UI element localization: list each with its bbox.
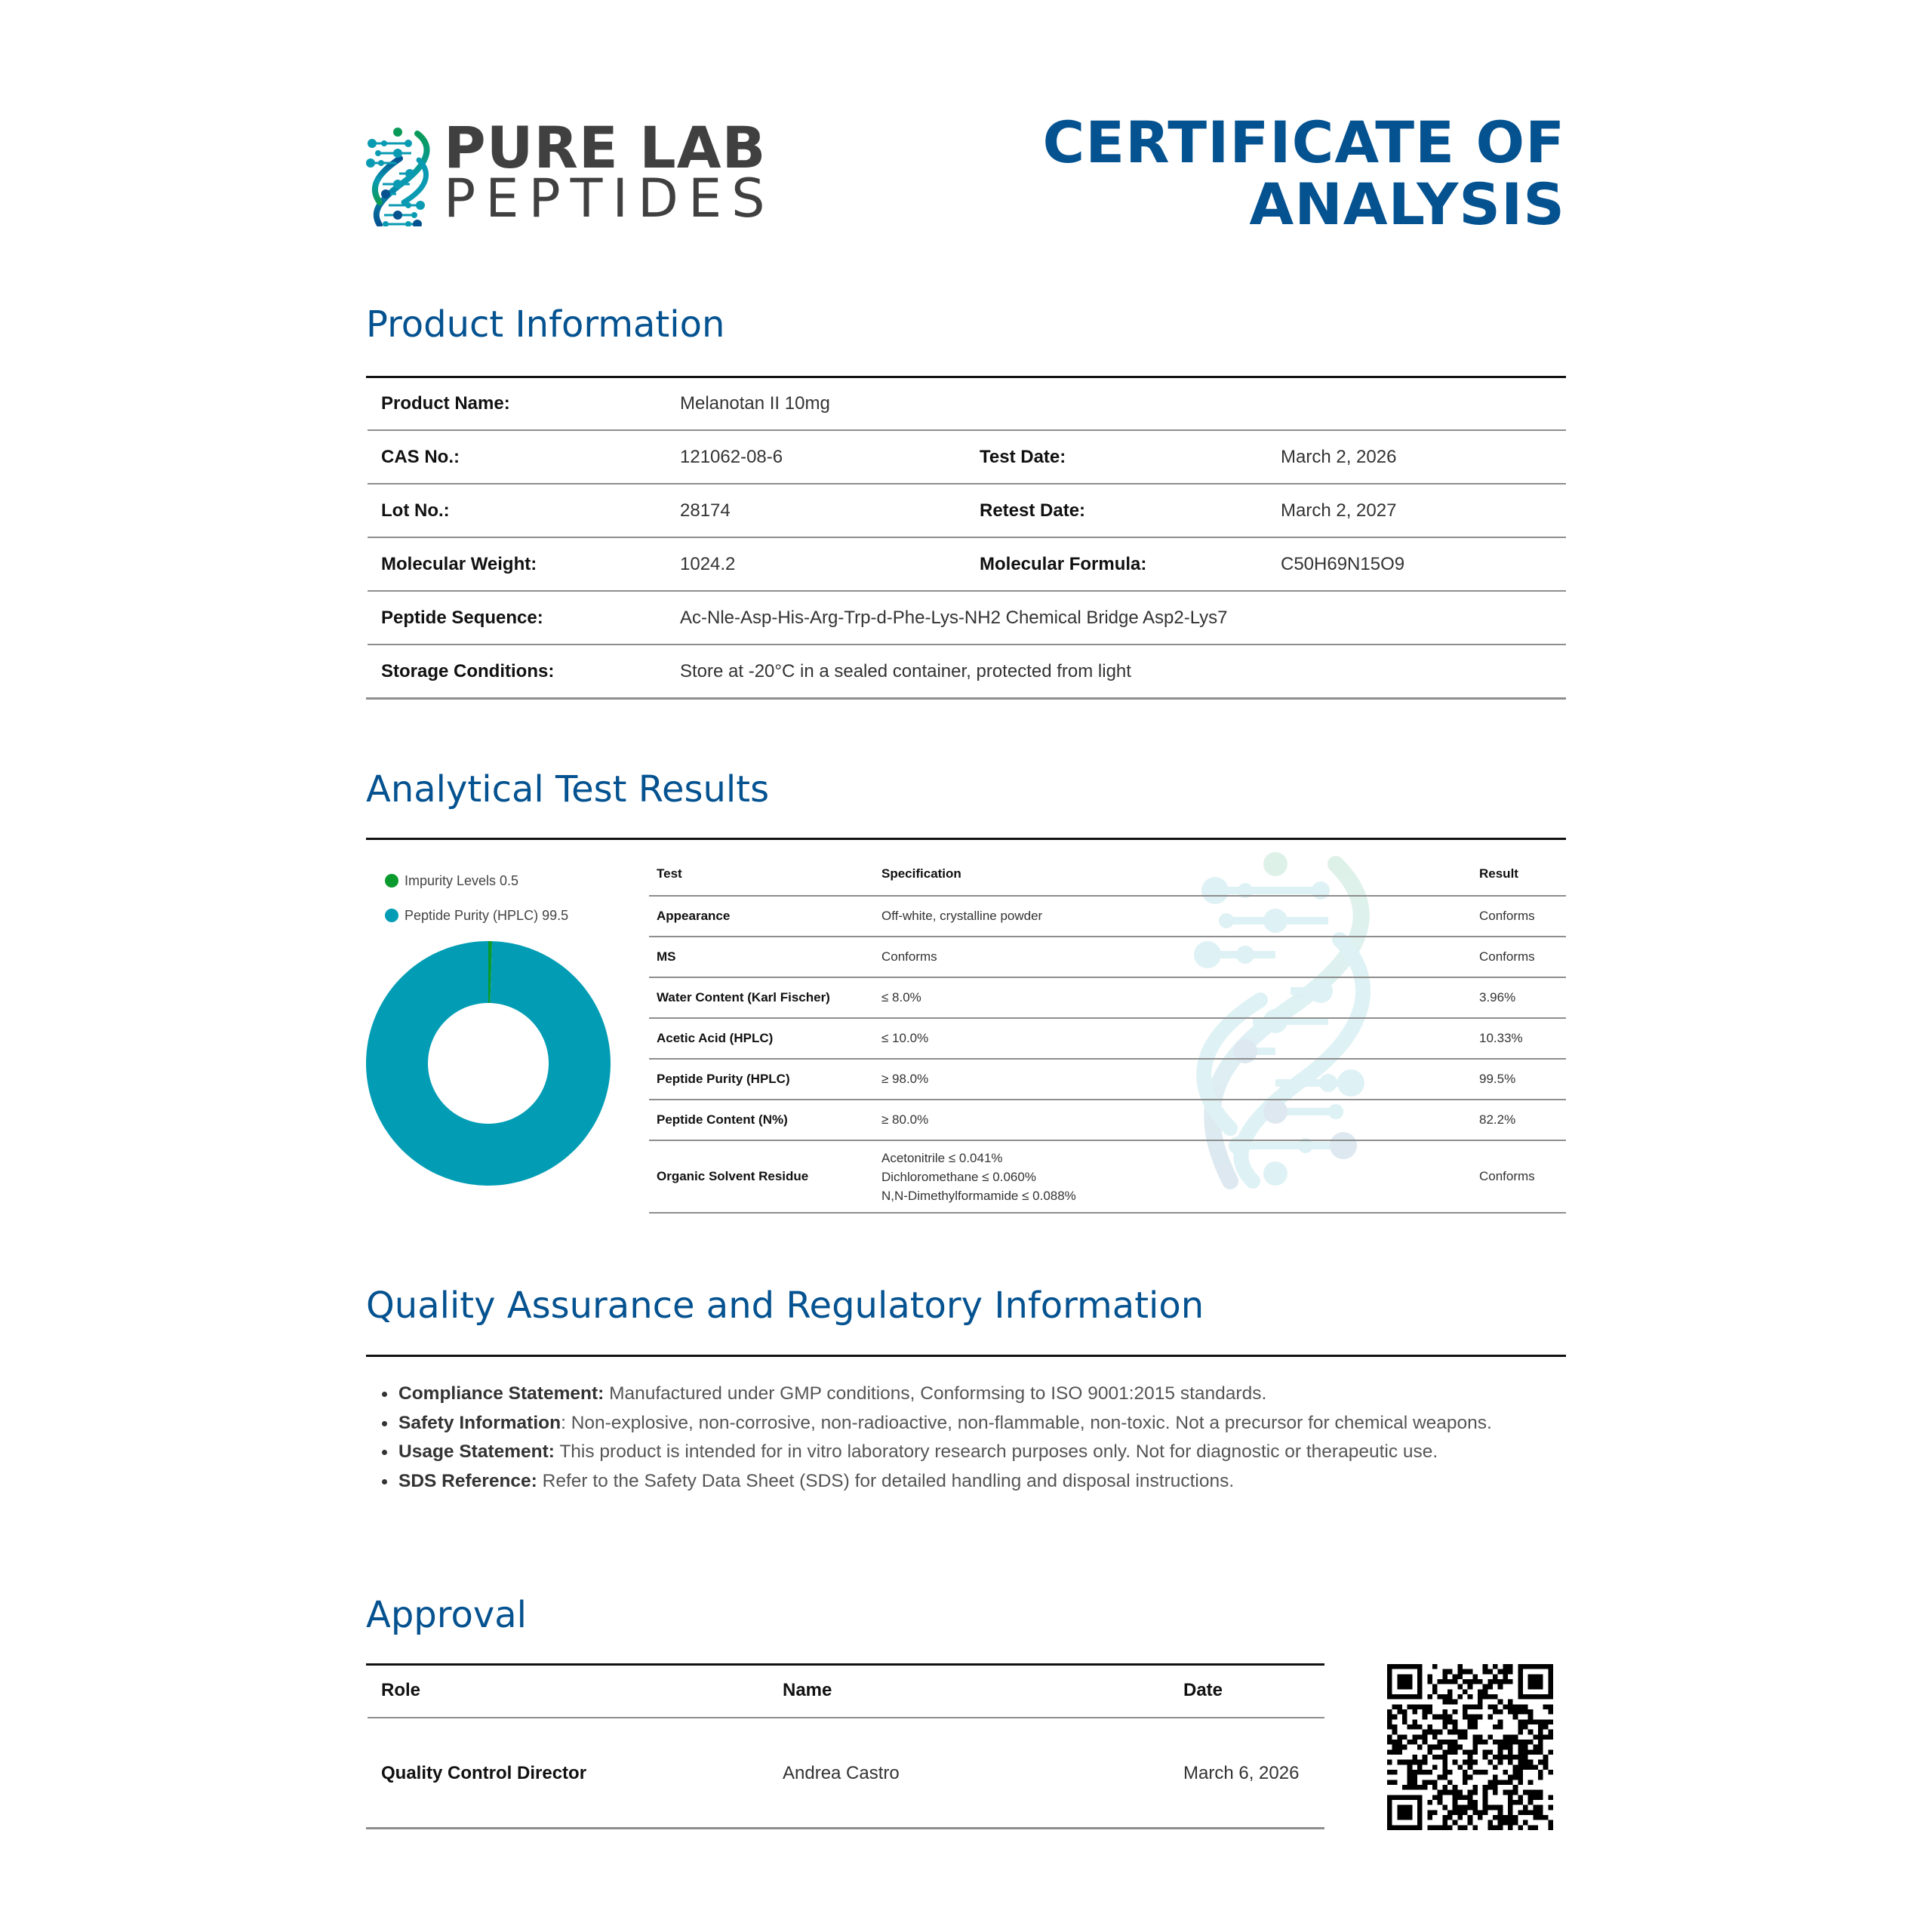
logo-text-line1: PURE LAB bbox=[444, 114, 767, 181]
product-info-row bbox=[366, 538, 1566, 591]
approval-name: Andrea Castro bbox=[783, 1763, 900, 1783]
product-info-row bbox=[366, 485, 1566, 537]
title-line1: CERTIFICATE OF bbox=[1042, 109, 1565, 176]
table-row bbox=[649, 897, 1566, 936]
test-name: Appearance bbox=[657, 909, 731, 923]
qr-code-icon[interactable] bbox=[1387, 1664, 1553, 1830]
legend-item-impurity bbox=[385, 872, 518, 890]
test-result: 10.33% bbox=[1479, 1031, 1523, 1045]
test-specification bbox=[881, 1060, 928, 1099]
qa-item-label: SDS Reference: bbox=[398, 1470, 537, 1491]
analytical-heading: Analytical Test Results bbox=[366, 768, 770, 811]
test-specification bbox=[881, 978, 921, 1017]
test-name: Peptide Purity (HPLC) bbox=[657, 1072, 790, 1086]
product-info-row bbox=[366, 431, 1566, 484]
field-label: Storage Conditions: bbox=[381, 661, 555, 681]
specification-line: N,N-Dimethylformamide ≤ 0.088% bbox=[881, 1188, 1076, 1203]
specification-line: Dichloromethane ≤ 0.060% bbox=[881, 1169, 1036, 1184]
field-value: Ac-Nle-Asp-His-Arg-Trp-d-Phe-Lys-NH2 Chemical Bridge Asp2-Lys7 bbox=[680, 608, 1228, 628]
test-name: MS bbox=[657, 949, 676, 964]
test-specification bbox=[881, 897, 1042, 936]
test-result: 3.96% bbox=[1479, 990, 1516, 1004]
test-specification bbox=[881, 937, 937, 977]
divider bbox=[649, 1212, 1566, 1214]
divider bbox=[366, 1663, 1324, 1666]
table-row bbox=[649, 1100, 1566, 1140]
field-label: Test Date: bbox=[980, 447, 1066, 467]
test-specification bbox=[881, 1100, 928, 1140]
product-info-row bbox=[366, 377, 1566, 430]
legend-label: Peptide Purity (HPLC) 99.5 bbox=[405, 907, 569, 923]
qa-item-text: Refer to the Safety Data Sheet (SDS) for detailed handling and disposal instructions. bbox=[537, 1470, 1235, 1491]
divider bbox=[366, 697, 1566, 700]
test-specification bbox=[881, 1141, 1076, 1212]
field-value: C50H69N15O9 bbox=[1281, 554, 1405, 574]
test-specification bbox=[881, 1019, 928, 1058]
document-title bbox=[1042, 109, 1565, 238]
test-name: Peptide Content (N%) bbox=[657, 1112, 788, 1127]
dna-logo-icon bbox=[366, 113, 441, 226]
qa-heading: Quality Assurance and Regulatory Information bbox=[366, 1284, 1204, 1327]
column-header-specification: Specification bbox=[881, 866, 961, 881]
column-header-result: Result bbox=[1479, 866, 1518, 881]
table-row bbox=[649, 1019, 1566, 1058]
field-value: 1024.2 bbox=[680, 554, 736, 574]
specification-line: Acetonitrile ≤ 0.041% bbox=[881, 1150, 1003, 1165]
qa-item-label: Compliance Statement: bbox=[398, 1383, 605, 1404]
column-header-name: Name bbox=[783, 1680, 832, 1700]
logo-text-line2: PEPTIDES bbox=[444, 168, 775, 229]
test-result: Conforms bbox=[1479, 949, 1535, 964]
field-value: March 2, 2026 bbox=[1281, 447, 1397, 467]
qa-item-text: Manufactured under GMP conditions, Conformsing to ISO 9001:2015 standards. bbox=[604, 1383, 1267, 1404]
company-logo bbox=[366, 113, 775, 229]
specification-line: ≤ 8.0% bbox=[881, 990, 921, 1004]
specification-line: ≤ 10.0% bbox=[881, 1031, 929, 1045]
product-info-row bbox=[366, 645, 1566, 698]
test-result: 99.5% bbox=[1479, 1072, 1516, 1086]
qa-list bbox=[377, 1380, 1598, 1496]
legend-label: Impurity Levels 0.5 bbox=[405, 872, 519, 888]
qa-item-text: : Non-explosive, non-corrosive, non-radioactive, non-flammable, non-toxic. Not a precursor for chemical weapons. bbox=[561, 1412, 1492, 1433]
qa-item-text: This product is intended for in vitro laboratory research purposes only. Not for diagnostic or therapeutic use. bbox=[554, 1441, 1438, 1462]
test-result: 82.2% bbox=[1479, 1112, 1516, 1127]
test-result: Conforms bbox=[1479, 1169, 1535, 1183]
title-line2: ANALYSIS bbox=[1249, 171, 1565, 238]
field-label: Product Name: bbox=[381, 393, 510, 414]
table-header-row bbox=[649, 853, 1566, 895]
test-name: Acetic Acid (HPLC) bbox=[657, 1031, 774, 1045]
field-value: 28174 bbox=[680, 500, 731, 521]
specification-line: ≥ 98.0% bbox=[881, 1072, 929, 1086]
specification-line: Off-white, crystalline powder bbox=[881, 909, 1043, 923]
specification-line: ≥ 80.0% bbox=[881, 1112, 929, 1127]
table-row bbox=[649, 937, 1566, 977]
specification-line: Conforms bbox=[881, 949, 937, 964]
field-label: CAS No.: bbox=[381, 447, 460, 467]
divider bbox=[368, 1717, 1324, 1718]
legend-item-purity bbox=[385, 906, 568, 924]
qa-item-label: Usage Statement: bbox=[398, 1441, 555, 1462]
divider bbox=[366, 1827, 1324, 1829]
field-label: Peptide Sequence: bbox=[381, 608, 543, 628]
column-header-test: Test bbox=[657, 866, 682, 881]
legend-dot-icon bbox=[385, 909, 398, 922]
qa-list-item bbox=[398, 1438, 1598, 1467]
qa-list-item bbox=[398, 1467, 1598, 1497]
field-label: Molecular Weight: bbox=[381, 554, 537, 574]
product-info-row bbox=[366, 592, 1566, 645]
column-header-date: Date bbox=[1183, 1680, 1223, 1700]
approval-role: Quality Control Director bbox=[381, 1763, 587, 1783]
table-row bbox=[649, 1141, 1566, 1212]
donut-slice-peptide-purity-hplc bbox=[366, 941, 611, 1186]
test-name: Organic Solvent Residue bbox=[657, 1169, 809, 1183]
approval-heading: Approval bbox=[366, 1594, 527, 1636]
qa-list-item bbox=[398, 1409, 1598, 1438]
field-label: Molecular Formula: bbox=[980, 554, 1147, 574]
product-info-heading: Product Information bbox=[366, 303, 725, 346]
divider bbox=[366, 838, 1566, 840]
column-header-role: Role bbox=[381, 1680, 421, 1700]
field-value: Melanotan II 10mg bbox=[680, 393, 830, 414]
divider bbox=[366, 1355, 1566, 1357]
approval-date: March 6, 2026 bbox=[1183, 1763, 1300, 1783]
qa-item-label: Safety Information bbox=[398, 1412, 561, 1433]
table-row bbox=[649, 978, 1566, 1017]
test-name: Water Content (Karl Fischer) bbox=[657, 990, 830, 1004]
legend-dot-icon bbox=[385, 874, 398, 888]
test-result: Conforms bbox=[1479, 909, 1535, 923]
qa-list-item bbox=[398, 1380, 1598, 1409]
field-label: Retest Date: bbox=[980, 500, 1086, 521]
table-row bbox=[649, 1060, 1566, 1099]
field-label: Lot No.: bbox=[381, 500, 450, 521]
field-value: Store at -20°C in a sealed container, protected from light bbox=[680, 661, 1131, 681]
field-value: March 2, 2027 bbox=[1281, 500, 1397, 521]
purity-donut-chart bbox=[365, 940, 611, 1186]
field-value: 121062-08-6 bbox=[680, 447, 783, 467]
